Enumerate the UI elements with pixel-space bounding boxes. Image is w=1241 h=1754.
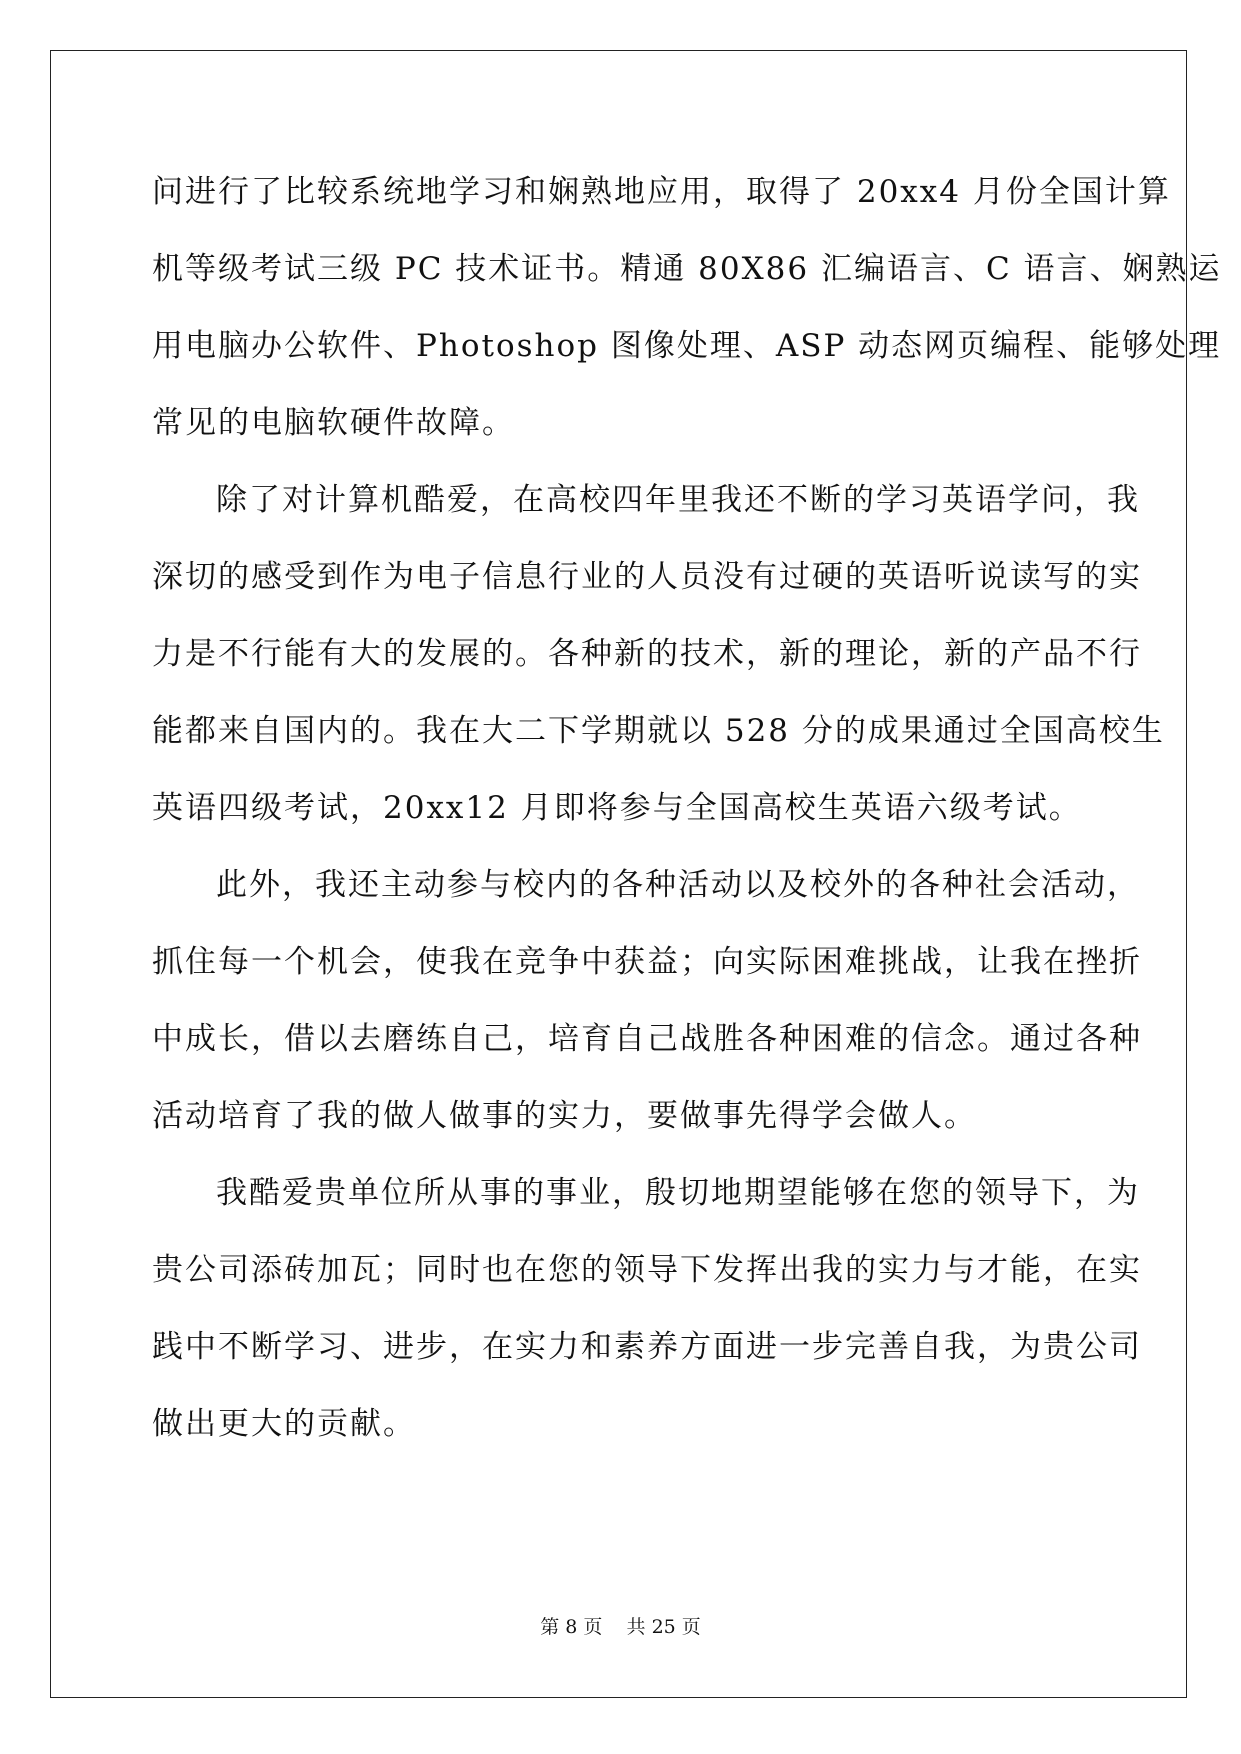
text-line: 力是不行能有大的发展的。各种新的技术，新的理论，新的产品不行 [152, 636, 1142, 672]
text-line: 常见的电脑软硬件故障。 [152, 405, 515, 441]
document-body [152, 162, 1222, 1471]
text-line: 践中不断学习、进步，在实力和素养方面进一步完善自我，为贵公司 [152, 1329, 1142, 1365]
page-footer [0, 1612, 1241, 1639]
text-line: 中成长，借以去磨练自己，培育自己战胜各种困难的信念。通过各种 [152, 1021, 1142, 1057]
text-line: 英语四级考试，20xx12 月即将参与全国高校生英语六级考试。 [152, 790, 1082, 826]
text-line: 抓住每一个机会，使我在竞争中获益；向实际困难挑战，让我在挫折 [152, 944, 1142, 980]
text-line: 问进行了比较系统地学习和娴熟地应用，取得了 20xx4 月份全国计算 [152, 174, 1171, 210]
text-line: 做出更大的贡献。 [152, 1406, 416, 1442]
text-line: 贵公司添砖加瓦；同时也在您的领导下发挥出我的实力与才能，在实 [152, 1252, 1142, 1288]
text-line: 除了对计算机酷爱，在高校四年里我还不断的学习英语学问，我 [216, 482, 1140, 518]
text-line: 我酷爱贵单位所从事的事业，殷切地期望能够在您的领导下，为 [216, 1175, 1140, 1211]
text-line: 能都来自国内的。我在大二下学期就以 528 分的成果通过全国高校生 [152, 713, 1165, 749]
text-line: 机等级考试三级 PC 技术证书。精通 80X86 汇编语言、C 语言、娴熟运 [152, 251, 1222, 287]
text-line: 用电脑办公软件、Photoshop 图像处理、ASP 动态网页编程、能够处理 [152, 328, 1222, 364]
text-line: 此外，我还主动参与校内的各种活动以及校外的各种社会活动， [216, 867, 1140, 903]
text-line: 深切的感受到作为电子信息行业的人员没有过硬的英语听说读写的实 [152, 559, 1142, 595]
page-number: 第 8 页 共 25 页 [540, 1616, 701, 1638]
text-line: 活动培育了我的做人做事的实力，要做事先得学会做人。 [152, 1098, 977, 1134]
